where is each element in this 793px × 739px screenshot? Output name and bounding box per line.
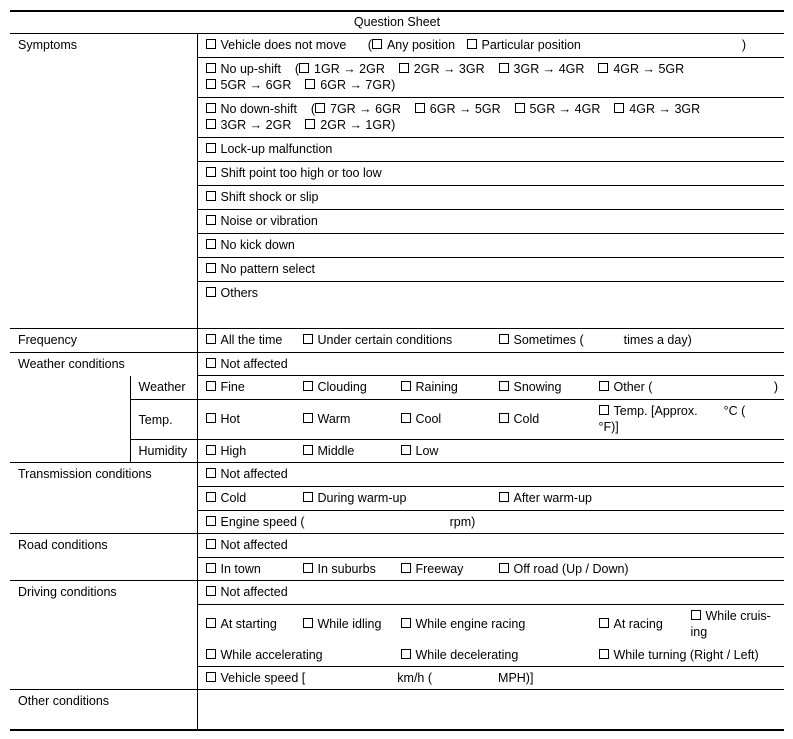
checkbox[interactable]	[499, 413, 509, 423]
symptom-noise	[197, 210, 784, 234]
humidity-sublabel: Humidity	[130, 440, 197, 463]
checkbox[interactable]	[206, 445, 216, 455]
option-label: 3GR → 2GR	[220, 118, 292, 132]
option-label: 2GR → 3GR	[413, 62, 485, 76]
upshift-option[interactable]	[299, 61, 385, 77]
checkbox[interactable]	[206, 239, 216, 249]
road-not-affected	[197, 534, 784, 558]
checkbox[interactable]	[401, 381, 411, 391]
checkbox[interactable]	[206, 79, 216, 89]
option-label: In town	[220, 562, 261, 576]
question-sheet	[10, 10, 784, 731]
option-label: 5GR → 6GR	[220, 78, 292, 92]
downshift-option[interactable]	[305, 117, 391, 133]
option-label: Low	[415, 444, 439, 458]
no-kickdown-option[interactable]	[206, 237, 295, 253]
symptoms-label: Symptoms	[10, 34, 197, 329]
engine-speed-option[interactable]	[206, 514, 305, 530]
cold-option[interactable]	[206, 490, 247, 506]
option-label: Middle	[317, 444, 355, 458]
checkbox[interactable]	[206, 413, 216, 423]
warmup-option[interactable]	[303, 490, 407, 506]
humidity-option[interactable]	[206, 443, 247, 459]
option-label: 6GR → 7GR	[320, 78, 392, 92]
option-label: Others	[220, 286, 259, 300]
checkbox[interactable]	[206, 618, 216, 628]
option-label: 4GR → 3GR	[629, 102, 701, 116]
option-label: Cool	[415, 412, 442, 426]
checkbox[interactable]	[315, 103, 325, 113]
shift-shock-option[interactable]	[206, 189, 319, 205]
no-pattern-option[interactable]	[206, 261, 316, 277]
checkbox[interactable]	[206, 381, 216, 391]
transmission-row	[197, 487, 784, 511]
symptom-no-upshift: No up-shift ( 1GR → 2GR 2GR → 3GR 3GR → 4GR 4GR → 5GR 5GR → 6GR 6GR → 7GR)	[197, 58, 784, 98]
particular-position-option[interactable]	[467, 37, 581, 53]
noise-option[interactable]	[206, 213, 318, 229]
option-label: Not affected	[220, 585, 288, 599]
checkbox[interactable]	[206, 119, 216, 129]
vehicle-not-move-option[interactable]	[206, 37, 347, 53]
question-table	[10, 10, 784, 731]
option-label: No pattern select	[220, 262, 315, 276]
symptom-vehicle-not-move: Vehicle does not move ( Any position Particular position )	[197, 34, 784, 58]
engine-speed-row	[197, 511, 784, 534]
option-label: Off road (Up / Down)	[513, 562, 629, 576]
option-label: 3GR → 4GR	[513, 62, 585, 76]
option-label: Fine	[220, 380, 245, 394]
option-label: While turning (Right / Left)	[613, 647, 759, 662]
transmission-conditions-label: Transmission conditions	[10, 463, 197, 534]
option-label: Clouding	[317, 380, 367, 394]
upshift-option[interactable]	[399, 61, 485, 77]
cruising-option[interactable]	[691, 608, 771, 624]
option-label: Raining	[415, 380, 458, 394]
checkbox[interactable]	[303, 445, 313, 455]
rpm-label: rpm)	[449, 515, 476, 529]
transmission-not-affected	[197, 463, 784, 487]
checkbox[interactable]	[467, 39, 477, 49]
not-affected-option[interactable]	[206, 537, 288, 553]
celsius-label: °C (	[723, 404, 746, 418]
frequency-row	[197, 329, 784, 353]
checkbox[interactable]	[206, 563, 216, 573]
weather-option[interactable]	[206, 379, 245, 395]
not-affected-option[interactable]	[206, 466, 288, 482]
checkbox[interactable]	[305, 119, 315, 129]
option-label: Other (	[613, 380, 653, 394]
option-label: While cruis-	[705, 609, 771, 623]
checkbox[interactable]	[401, 618, 411, 628]
weather-conditions-label: Weather conditions	[10, 353, 197, 376]
checkbox[interactable]	[303, 413, 313, 423]
downshift-option[interactable]	[515, 101, 601, 117]
symptom-no-kickdown	[197, 234, 784, 258]
checkbox[interactable]	[206, 586, 216, 596]
accelerating-option[interactable]	[206, 647, 323, 663]
option-label: While idling	[317, 617, 382, 631]
checkbox[interactable]	[206, 103, 216, 113]
option-label: Sometimes (	[513, 333, 584, 347]
weather-other-option[interactable]	[599, 379, 653, 395]
checkbox[interactable]	[499, 63, 509, 73]
other-conditions-field[interactable]	[197, 690, 784, 730]
driving-row-1	[197, 605, 784, 644]
road-option[interactable]	[303, 561, 376, 577]
downshift-option[interactable]	[614, 101, 700, 117]
kmh-label: km/h (	[397, 671, 433, 685]
option-label: At starting	[220, 617, 277, 631]
checkbox[interactable]	[499, 381, 509, 391]
option-label: ing	[690, 625, 708, 639]
option-label: Lock-up malfunction	[220, 142, 333, 156]
checkbox[interactable]	[599, 381, 609, 391]
option-label: Cold	[513, 412, 540, 426]
option-label: Shift point too high or too low	[220, 166, 382, 180]
others-option[interactable]	[206, 285, 259, 301]
option-label: No down-shift	[220, 102, 297, 116]
checkbox[interactable]	[206, 167, 216, 177]
checkbox[interactable]	[499, 563, 509, 573]
checkbox[interactable]	[599, 618, 609, 628]
checkbox[interactable]	[399, 63, 409, 73]
upshift-option[interactable]	[305, 77, 391, 93]
weather-option[interactable]	[499, 379, 562, 395]
shift-point-option[interactable]	[206, 165, 382, 181]
option-label: While engine racing	[415, 617, 526, 631]
checkbox[interactable]	[303, 563, 313, 573]
checkbox[interactable]	[299, 63, 309, 73]
option-label: Not affected	[220, 357, 288, 371]
under-conditions-option[interactable]	[303, 332, 453, 348]
decelerating-option[interactable]	[401, 647, 519, 663]
option-label: Shift shock or slip	[220, 190, 319, 204]
symptom-no-downshift: No down-shift ( 7GR → 6GR 6GR → 5GR 5GR → 4GR 4GR → 3GR 3GR → 2GR 2GR → 1GR)	[197, 98, 784, 138]
vehicle-speed-row	[197, 667, 784, 690]
option-label: Not affected	[220, 538, 288, 552]
option-label: During warm-up	[317, 491, 407, 505]
checkbox[interactable]	[206, 516, 216, 526]
temp-approx-option[interactable]	[599, 403, 698, 419]
option-label: 7GR → 6GR	[330, 102, 401, 116]
option-label: 1GR → 2GR	[314, 62, 385, 76]
times-a-day-label: times a day)	[623, 333, 692, 347]
checkbox[interactable]	[401, 445, 411, 455]
upshift-option[interactable]	[206, 77, 292, 93]
mph-label: MPH)]	[498, 671, 534, 685]
fahrenheit-label: °F)]	[598, 420, 619, 434]
checkbox[interactable]	[206, 468, 216, 478]
sheet-title: Question Sheet	[10, 11, 784, 34]
option-label: 4GR → 5GR	[613, 62, 685, 76]
checkbox[interactable]	[305, 79, 315, 89]
driving-not-affected	[197, 581, 784, 605]
turning-option[interactable]	[599, 647, 759, 663]
checkbox[interactable]	[206, 492, 216, 502]
checkbox[interactable]	[401, 413, 411, 423]
at-racing-option[interactable]	[599, 616, 663, 632]
symptom-others	[197, 282, 784, 329]
checkbox[interactable]	[515, 103, 525, 113]
sometimes-option[interactable]	[499, 332, 584, 348]
checkbox[interactable]	[598, 63, 608, 73]
option-label: Cold	[220, 491, 247, 505]
checkbox[interactable]	[303, 381, 313, 391]
frequency-label: Frequency	[10, 329, 197, 353]
checkbox[interactable]	[206, 649, 216, 659]
symptom-lockup	[197, 138, 784, 162]
option-label: Hot	[220, 412, 240, 426]
option-label: Warm	[317, 412, 351, 426]
temp-sublabel: Temp.	[130, 400, 197, 440]
checkbox[interactable]	[599, 649, 609, 659]
not-affected-option[interactable]	[206, 584, 288, 600]
checkbox[interactable]	[303, 618, 313, 628]
checkbox[interactable]	[206, 39, 216, 49]
other-conditions-label: Other conditions	[10, 690, 197, 730]
checkbox[interactable]	[206, 334, 216, 344]
at-starting-option[interactable]	[206, 616, 277, 632]
option-label: At racing	[613, 617, 663, 631]
temp-row	[197, 400, 784, 440]
weather-option[interactable]	[401, 379, 458, 395]
checkbox[interactable]	[372, 39, 382, 49]
downshift-option[interactable]	[206, 117, 292, 133]
road-row	[197, 558, 784, 581]
option-label: No kick down	[220, 238, 295, 252]
symptom-shift-shock	[197, 186, 784, 210]
driving-row-2	[197, 644, 784, 667]
option-label: 2GR → 1GR	[320, 118, 392, 132]
any-position-option[interactable]	[372, 37, 455, 53]
humidity-option[interactable]	[401, 443, 439, 459]
weather-sublabel: Weather	[130, 376, 197, 400]
engine-racing-option[interactable]	[401, 616, 526, 632]
temp-option[interactable]	[206, 411, 240, 427]
weather-not-affected	[197, 353, 784, 376]
option-label: While decelerating	[415, 647, 519, 662]
checkbox[interactable]	[206, 63, 216, 73]
checkbox[interactable]	[401, 563, 411, 573]
road-option[interactable]	[401, 561, 464, 577]
weather-row: Fine Clouding Raining Snowing Other ( )	[197, 376, 784, 400]
temp-option[interactable]	[499, 411, 540, 427]
checkbox[interactable]	[415, 103, 425, 113]
temp-option[interactable]	[401, 411, 442, 427]
checkbox[interactable]	[206, 191, 216, 201]
road-option[interactable]	[206, 561, 261, 577]
option-label: Snowing	[513, 380, 562, 394]
option-label: 6GR → 5GR	[429, 102, 501, 116]
checkbox[interactable]	[206, 143, 216, 153]
no-downshift-option[interactable]	[206, 101, 297, 117]
checkbox[interactable]	[206, 539, 216, 549]
upshift-option[interactable]	[598, 61, 684, 77]
humidity-row	[197, 440, 784, 463]
checkbox[interactable]	[206, 215, 216, 225]
checkbox[interactable]	[206, 358, 216, 368]
downshift-option[interactable]	[415, 101, 501, 117]
option-label: After warm-up	[513, 491, 592, 505]
temp-option[interactable]	[303, 411, 351, 427]
option-label: Noise or vibration	[220, 214, 318, 228]
option-label: In suburbs	[317, 562, 376, 576]
symptom-shift-point	[197, 162, 784, 186]
option-label: While accelerating	[220, 647, 323, 662]
option-label: Vehicle does not move	[220, 38, 347, 52]
checkbox[interactable]	[599, 405, 609, 415]
not-affected-option[interactable]	[206, 356, 288, 372]
symptom-no-pattern	[197, 258, 784, 282]
checkbox[interactable]	[499, 334, 509, 344]
option-label: Vehicle speed [	[220, 671, 306, 685]
lockup-option[interactable]	[206, 141, 333, 157]
driving-conditions-label: Driving conditions	[10, 581, 197, 690]
checkbox[interactable]	[614, 103, 624, 113]
checkbox[interactable]	[206, 287, 216, 297]
option-label: Engine speed (	[220, 515, 305, 529]
option-label: 5GR → 4GR	[529, 102, 601, 116]
road-option[interactable]	[499, 561, 629, 577]
weather-option[interactable]	[303, 379, 367, 395]
option-label: High	[220, 444, 247, 458]
option-label: Not affected	[220, 467, 288, 481]
option-label: Freeway	[415, 562, 464, 576]
checkbox[interactable]	[206, 672, 216, 682]
vehicle-speed-option[interactable]	[206, 670, 306, 686]
downshift-option[interactable]	[315, 101, 401, 117]
humidity-option[interactable]	[303, 443, 355, 459]
after-warmup-option[interactable]	[499, 490, 593, 506]
upshift-option[interactable]	[499, 61, 585, 77]
checkbox[interactable]	[401, 649, 411, 659]
option-label: Temp. [Approx.	[613, 404, 698, 418]
road-conditions-label: Road conditions	[10, 534, 197, 581]
checkbox[interactable]	[499, 492, 509, 502]
option-label: Any position	[386, 38, 456, 52]
all-time-option[interactable]	[206, 332, 283, 348]
checkbox[interactable]	[691, 610, 701, 620]
checkbox[interactable]	[206, 263, 216, 273]
checkbox[interactable]	[303, 492, 313, 502]
option-label: Under certain conditions	[317, 333, 453, 347]
no-upshift-option[interactable]	[206, 61, 281, 77]
option-label: All the time	[220, 333, 283, 347]
option-label: Particular position	[481, 38, 581, 52]
checkbox[interactable]	[303, 334, 313, 344]
idling-option[interactable]	[303, 616, 382, 632]
option-label: No up-shift	[220, 62, 281, 76]
